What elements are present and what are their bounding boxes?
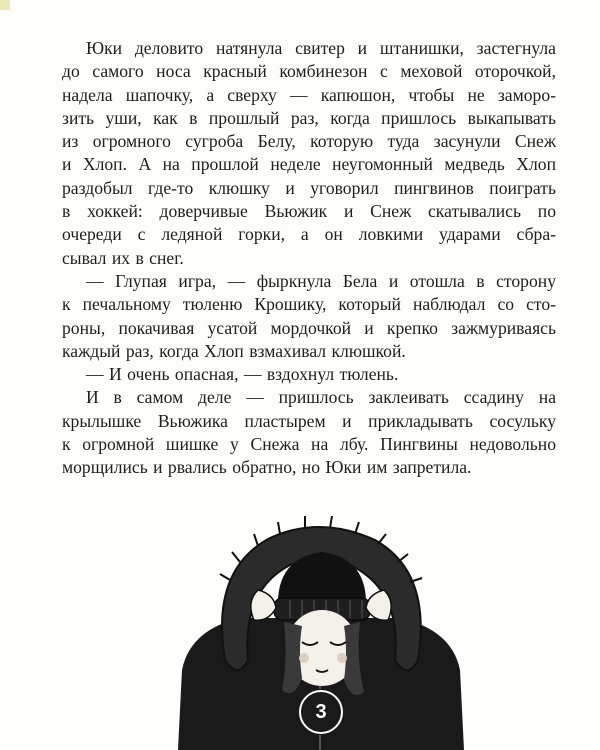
text-line: сывал их в снег. [62,247,184,268]
text-line: морщились и рвались обратно, но Юки им запретила. [62,457,472,478]
text-line: И в самом деле — пришлось заклеивать ссадину на [86,387,556,408]
scan-corner-mark [0,0,10,10]
text-line: надела шапочку, а сверху — капюшон, чтобы не заморо- [62,84,556,105]
text-line: из огромного сугроба Белу, которую туда засунули Снеж [62,131,556,152]
text-line: — И очень опасная, — вздохнул тюлень. [86,364,399,385]
page-number: 3 [315,700,327,723]
right-hand [366,590,391,620]
text-line: крылышке Вьюжика пластырем и прикладывать сосульку [62,410,556,431]
page-number-badge [299,690,343,734]
text-line: каждый раз, когда Хлоп взмахивал клюшкой. [62,340,406,361]
paragraph-2 [62,270,556,363]
text-line: и Хлоп. А на прошлой неделе неугомонный медведь Хлоп [62,154,556,175]
text-line: роны, покачивая усатой мордочкой и крепко зажмуриваясь [62,317,556,338]
text-line: к огромной шишке у Снежа на лбу. Пингвины недовольно [62,434,556,455]
text-line: зить уши, как в прошлый раз, когда пришлось выкапывать [62,107,556,128]
text-line: Юки деловито натянула свитер и штанишки, застегнула [86,38,556,58]
paragraph-1 [62,37,556,270]
paragraph-3 [86,363,556,386]
text-line: очереди с ледяной горки, а он ловкими ударами сбра- [62,224,556,245]
text-line: до самого носа красный комбинезон с меховой оторочкой, [62,61,556,82]
body-text [62,37,556,480]
left-hand [251,590,276,620]
text-line: раздобыл где-то клюшку и уговорил пингвинов поиграть [62,177,556,198]
text-line: в хоккей: доверчивые Вьюжик и Снеж скатывались по [62,201,556,222]
paragraph-4 [62,386,556,479]
text-line: — Глупая игра, — фыркнула Бела и отошла в сторону [86,270,556,291]
text-line: к печальному тюленю Крошику, который наблюдал со сто- [62,294,556,315]
